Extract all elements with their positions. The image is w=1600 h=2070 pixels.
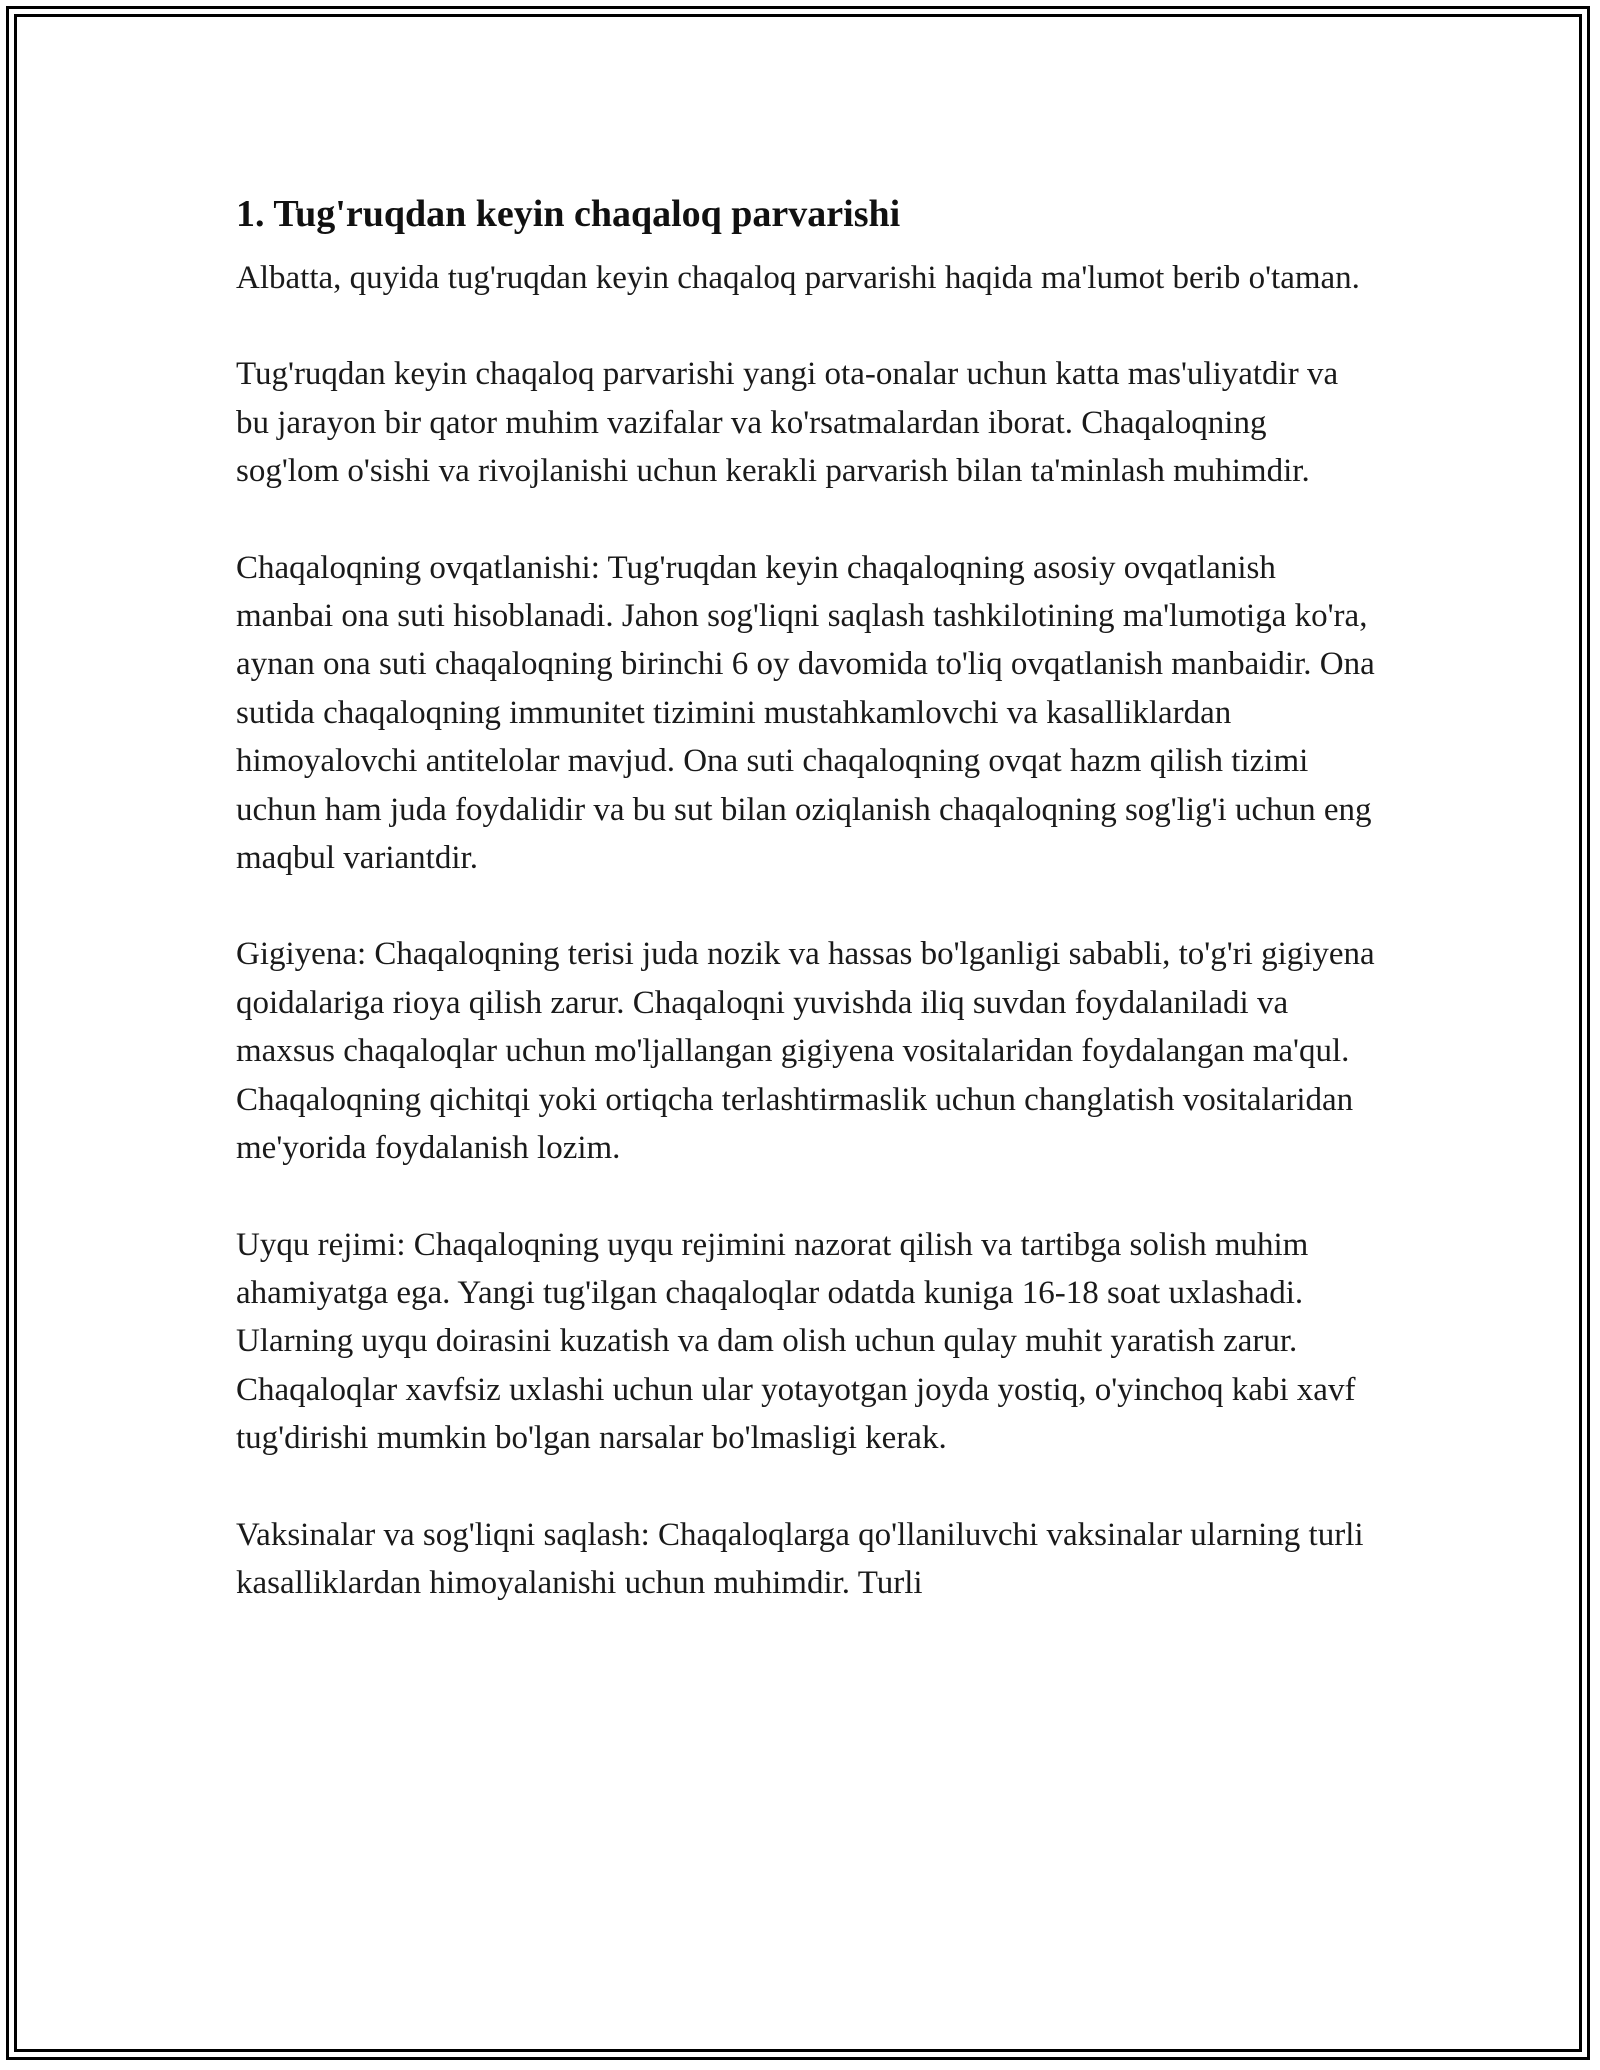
paragraph-vaccines: Vaksinalar va sog'liqni saqlash: Chaqaloqlarga qo'llaniluvchi vaksinalar ularning turli kasalliklardan himoyalanishi uchun muhimdir. Turli xyxy=(236,1516,1364,1601)
paragraph-overview: Tug'ruqdan keyin chaqaloq parvarishi yangi ota-onalar uchun katta mas'uliyatdir va bu jarayon bir qator muhim vazifalar va ko'rsatmalardan iborat. Chaqaloqning sog'lom o'sishi va rivojlanishi uchun kerakli parvarish bilan ta'minlash muhimdir. xyxy=(236,356,1339,490)
section-heading: 1. Tug'ruqdan keyin chaqaloq parvarishi xyxy=(236,193,901,235)
paragraph-feeding: Chaqaloqning ovqatlanishi: Tug'ruqdan keyin chaqaloqning asosiy ovqatlanish manbai ona suti hisoblanadi. Jahon sog'liqni saqlash tashkilotining ma'lumotiga ko'ra, aynan ona suti chaqaloqning birinchi 6 oy davomida to'liq ovqatlanish manbaidir. Ona sutida chaqaloqning immunitet tizimini mustahkamlovchi va kasalliklardan himoyalovchi antitelolar mavjud. Ona suti chaqaloqning ovqat hazm qilish tizimi uchun ham juda foydalidir va bu sut bilan oziqlanish chaqaloqning sog'lig'i uchun eng maqbul variantdir. xyxy=(236,549,1375,877)
paragraph-intro: Albatta, quyida tug'ruqdan keyin chaqaloq parvarishi haqida ma'lumot berib o'taman. xyxy=(236,260,1360,296)
paragraph-sleep: Uyqu rejimi: Chaqaloqning uyqu rejimini nazorat qilish va tartibga solish muhim ahamiyatga ega. Yangi tug'ilgan chaqaloqlar odatda kuniga 16-18 soat uxlashadi. Ularning uyqu doirasini kuzatish va dam olish uchun qulay muhit yaratish zarur. Chaqaloqlar xavfsiz uxlashi uchun ular yotayotgan joyda yostiq, o'yinchoq kabi xavf tug'dirishi mumkin bo'lgan narsalar bo'lmasligi kerak. xyxy=(236,1226,1356,1457)
document-body xyxy=(236,186,1376,1655)
paragraph-hygiene: Gigiyena: Chaqaloqning terisi juda nozik va hassas bo'lganligi sababli, to'g'ri gigiyena qoidalariga rioya qilish zarur. Chaqaloqni yuvishda iliq suvdan foydalaniladi va maxsus chaqaloqlar uchun mo'ljallangan gigiyena vositalaridan foydalangan ma'qul. Chaqaloqning qichitqi yoki ortiqcha terlashtirmaslik uchun changlatish vositalaridan me'yorida foydalanish lozim. xyxy=(236,936,1375,1167)
